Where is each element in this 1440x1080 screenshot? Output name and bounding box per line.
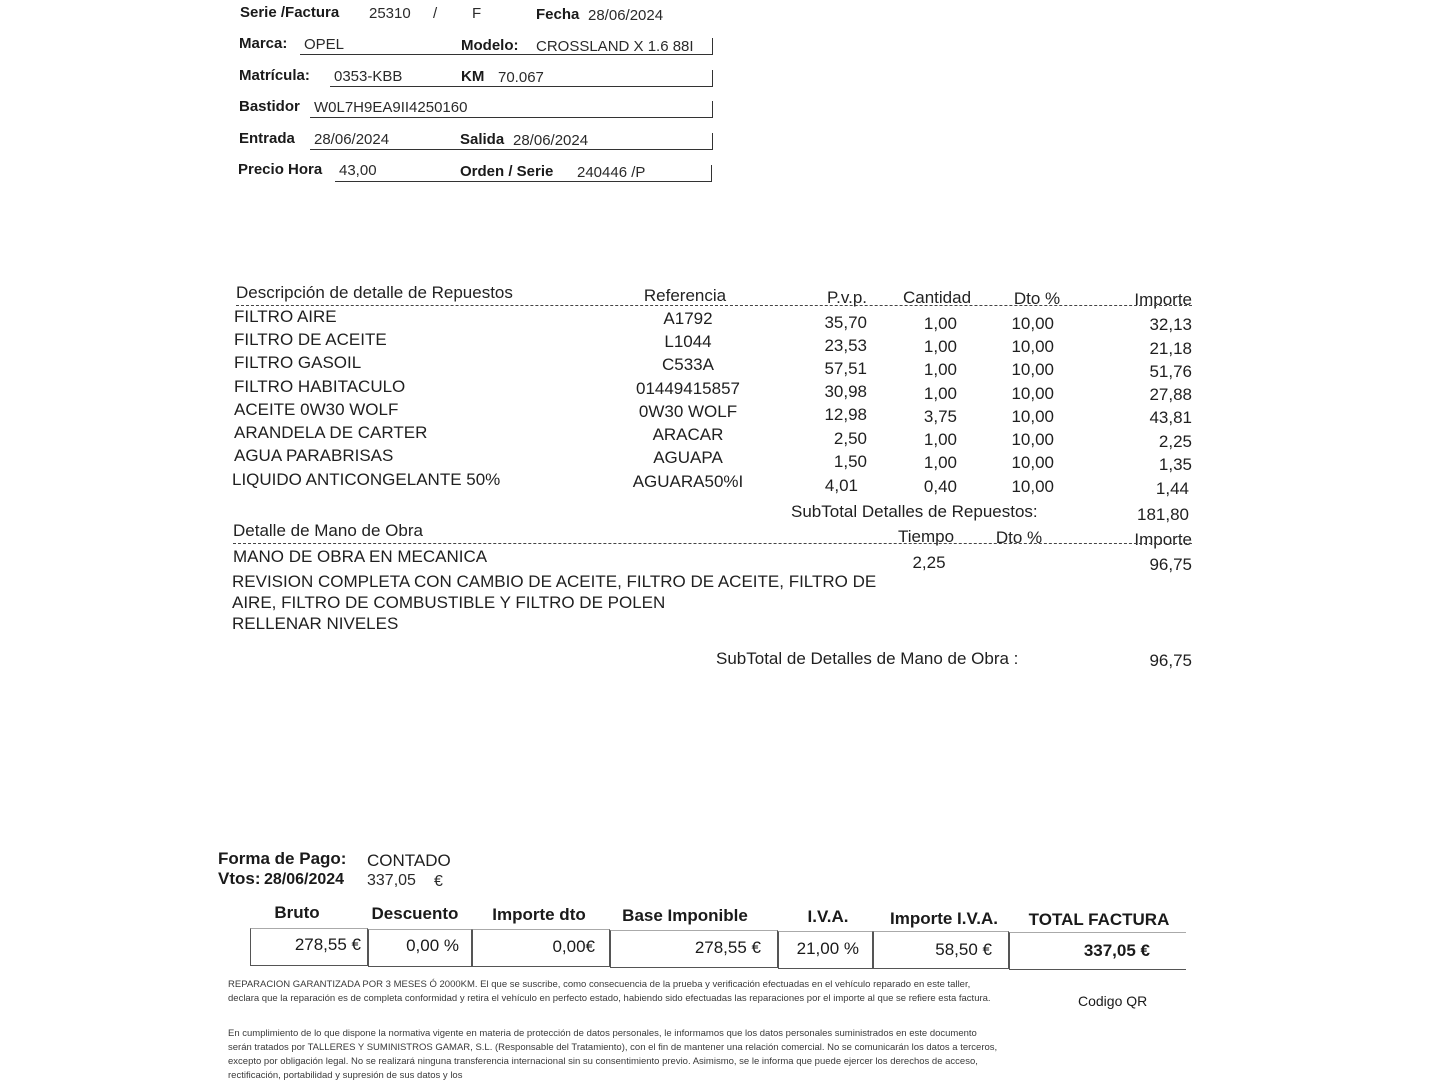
totals-col-importe-iva: Importe I.V.A. bbox=[889, 909, 998, 928]
row-dto: 10,00 bbox=[1011, 360, 1054, 379]
row-importe: 27,88 bbox=[1149, 385, 1192, 404]
precio-hora-value: 43,00 bbox=[339, 162, 377, 179]
totals-col-base: Base Imponible bbox=[622, 906, 748, 925]
labour-subtotal-value: 96,75 bbox=[1149, 651, 1192, 670]
entrada-value: 28/06/2024 bbox=[314, 131, 390, 148]
row-importe: 1,35 bbox=[1158, 455, 1192, 474]
row-desc: LIQUIDO ANTICONGELANTE 50% bbox=[232, 470, 501, 489]
row-importe: 43,81 bbox=[1149, 408, 1192, 427]
row-dto: 10,00 bbox=[1011, 430, 1054, 449]
row-desc: FILTRO GASOIL bbox=[234, 353, 362, 372]
entrada-label: Entrada bbox=[239, 130, 295, 147]
row-dto: 10,00 bbox=[1011, 453, 1054, 472]
row-desc: FILTRO DE ACEITE bbox=[234, 330, 387, 349]
row-importe: 32,13 bbox=[1149, 315, 1192, 334]
totals-col-total: TOTAL FACTURA bbox=[1028, 910, 1170, 929]
km-value: 70.067 bbox=[498, 69, 544, 86]
parts-col-importe: Importe bbox=[1134, 290, 1192, 309]
labour-description-line: RELLENAR NIVELES bbox=[232, 614, 399, 633]
km-label: KM bbox=[461, 68, 485, 85]
totals-total: 337,05 € bbox=[1083, 941, 1150, 960]
orden-value: 240446 /P bbox=[577, 164, 646, 181]
row-qty: 1,00 bbox=[923, 384, 957, 403]
serie-separator: / bbox=[433, 5, 438, 22]
labour-description bbox=[232, 571, 876, 634]
row-importe: 21,18 bbox=[1149, 339, 1192, 358]
row-ref: 01449415857 bbox=[635, 379, 740, 398]
labour-description-line: REVISION COMPLETA CON CAMBIO DE ACEITE, FILTRO DE ACEITE, FILTRO DE bbox=[232, 572, 877, 591]
serie-number: 25310 bbox=[369, 5, 411, 22]
row-qty: 1,00 bbox=[923, 430, 957, 449]
row-pvp: 2,50 bbox=[833, 429, 867, 448]
row-ref: AGUARA50%I bbox=[632, 472, 744, 491]
orden-label: Orden / Serie bbox=[460, 163, 554, 180]
salida-value: 28/06/2024 bbox=[513, 132, 589, 149]
parts-subtotal-label: SubTotal Detalles de Repuestos: bbox=[791, 502, 1038, 521]
labour-description-line: AIRE, FILTRO DE COMBUSTIBLE Y FILTRO DE POLEN bbox=[232, 593, 666, 612]
row-pvp: 1,50 bbox=[833, 452, 867, 471]
parts-header-rule bbox=[236, 305, 1192, 306]
row-desc: FILTRO AIRE bbox=[234, 307, 337, 326]
row-pvp: 12,98 bbox=[824, 405, 867, 424]
labour-col-tiempo: Tiempo bbox=[897, 527, 955, 546]
totals-base: 278,55 € bbox=[694, 938, 761, 957]
row-pvp: 35,70 bbox=[824, 313, 867, 332]
forma-pago-value: CONTADO bbox=[367, 851, 451, 870]
row-desc: ARANDELA DE CARTER bbox=[234, 423, 428, 442]
row-dto: 10,00 bbox=[1011, 407, 1054, 426]
bastidor-label: Bastidor bbox=[239, 98, 300, 115]
modelo-value: CROSSLAND X 1.6 88I bbox=[536, 38, 694, 55]
parts-col-dto: Dto % bbox=[1013, 289, 1061, 308]
serie-label: Serie /Factura bbox=[240, 4, 340, 21]
bastidor-value: W0L7H9EA9II4250160 bbox=[314, 99, 468, 116]
row-importe: 1,44 bbox=[1155, 479, 1189, 498]
totals-bruto: 278,55 € bbox=[294, 935, 361, 954]
qr-code-label: Codigo QR bbox=[1078, 993, 1148, 1009]
totals-iva: 21,00 % bbox=[796, 939, 859, 958]
vtos-label: Vtos: bbox=[218, 869, 261, 888]
row-pvp: 57,51 bbox=[824, 359, 867, 378]
row-ref: ARACAR bbox=[652, 425, 724, 444]
matricula-label: Matrícula: bbox=[239, 67, 310, 84]
totals-importe-dto: 0,00€ bbox=[552, 937, 595, 956]
row-importe: 2,25 bbox=[1158, 432, 1192, 451]
row-dto: 10,00 bbox=[1011, 477, 1054, 496]
labour-importe: 96,75 bbox=[1149, 555, 1192, 574]
row-desc: AGUA PARABRISAS bbox=[234, 446, 394, 465]
matricula-value: 0353-KBB bbox=[334, 68, 403, 85]
row-ref: AGUAPA bbox=[653, 448, 723, 467]
parts-col-ref: Referencia bbox=[643, 286, 727, 305]
row-pvp: 4,01 bbox=[824, 476, 858, 495]
fecha-value: 28/06/2024 bbox=[588, 7, 664, 24]
parts-col-desc: Descripción de detalle de Repuestos bbox=[236, 283, 513, 302]
row-qty: 1,00 bbox=[923, 360, 957, 379]
row-pvp: 23,53 bbox=[824, 336, 867, 355]
row-qty: 1,00 bbox=[923, 337, 957, 356]
totals-col-iva: I.V.A. bbox=[807, 907, 849, 926]
labour-title: Detalle de Mano de Obra bbox=[233, 521, 423, 540]
row-ref: A1792 bbox=[663, 309, 713, 328]
row-ref: L1044 bbox=[664, 332, 712, 351]
row-ref: C533A bbox=[662, 355, 714, 374]
forma-pago-label: Forma de Pago: bbox=[218, 849, 347, 868]
labour-col-dto: Dto % bbox=[995, 528, 1043, 547]
row-qty: 1,00 bbox=[923, 453, 957, 472]
modelo-label: Modelo: bbox=[461, 37, 519, 54]
row-qty: 1,00 bbox=[923, 314, 957, 333]
vtos-amount: 337,05 bbox=[367, 872, 416, 889]
row-dto: 10,00 bbox=[1011, 384, 1054, 403]
row-dto: 10,00 bbox=[1011, 337, 1054, 356]
totals-descuento: 0,00 % bbox=[406, 936, 459, 955]
row-qty: 3,75 bbox=[923, 407, 957, 426]
labour-subtotal-label: SubTotal de Detalles de Mano de Obra : bbox=[716, 649, 1019, 668]
labour-tiempo: 2,25 bbox=[912, 553, 946, 572]
row-ref: 0W30 WOLF bbox=[638, 402, 738, 421]
row-pvp: 30,98 bbox=[824, 382, 867, 401]
labour-header-rule bbox=[233, 543, 1192, 544]
totals-col-descuento: Descuento bbox=[371, 904, 459, 923]
salida-label: Salida bbox=[460, 131, 505, 148]
row-importe: 51,76 bbox=[1149, 362, 1192, 381]
row-qty: 0,40 bbox=[923, 477, 957, 496]
entrada-salida-box bbox=[310, 133, 713, 150]
row-desc: ACEITE 0W30 WOLF bbox=[234, 400, 399, 419]
parts-col-qty: Cantidad bbox=[902, 288, 972, 307]
serie-letter: F bbox=[472, 5, 482, 22]
precio-hora-label: Precio Hora bbox=[238, 161, 323, 178]
row-desc: FILTRO HABITACULO bbox=[234, 377, 406, 396]
fecha-label: Fecha bbox=[536, 6, 580, 23]
vtos-currency: € bbox=[434, 873, 443, 890]
warranty-text: REPARACION GARANTIZADA POR 3 MESES Ó 2000KM. El que se suscribe, como consecuencia de la prueba y verificación efectuadas en el vehículo reparado en este taller, declara que la reparación es de completa conformidad y retira el vehículo en perfecto estado, habiendo sido efectuadas las reparaciones por el importe al que se refiere esta factura. bbox=[228, 979, 991, 1004]
totals-col-bruto: Bruto bbox=[274, 903, 320, 922]
vtos-date: 28/06/2024 bbox=[264, 871, 345, 888]
labour-col-importe: Importe bbox=[1134, 530, 1192, 549]
parts-subtotal-value: 181,80 bbox=[1137, 505, 1189, 524]
privacy-text: En cumplimiento de lo que dispone la normativa vigente en materia de protección de datos personales, le informamos que los datos personales suministrados en este documento serán tratados por TALLERES Y SUMINISTROS GAMAR, S.L. (Responsable del Tratamiento), con el fin de mantener una relación comercial. No se comunicarán los datos a terceros, excepto por obligación legal. No se realizará ninguna transferencia internacional sin su consentimiento previo. Asimismo, se le informa que puede ejercer los derechos de acceso, rectificación, portabilidad y supresión de sus datos y los bbox=[228, 1028, 998, 1080]
marca-label: Marca: bbox=[239, 35, 288, 52]
totals-col-importe-dto: Importe dto bbox=[492, 905, 586, 924]
totals-importe-iva: 58,50 € bbox=[935, 940, 992, 959]
labour-item: MANO DE OBRA EN MECANICA bbox=[233, 547, 488, 566]
parts-col-pvp: P.v.p. bbox=[826, 288, 867, 307]
row-dto: 10,00 bbox=[1011, 314, 1054, 333]
bastidor-box bbox=[310, 101, 713, 118]
marca-value: OPEL bbox=[304, 36, 345, 53]
